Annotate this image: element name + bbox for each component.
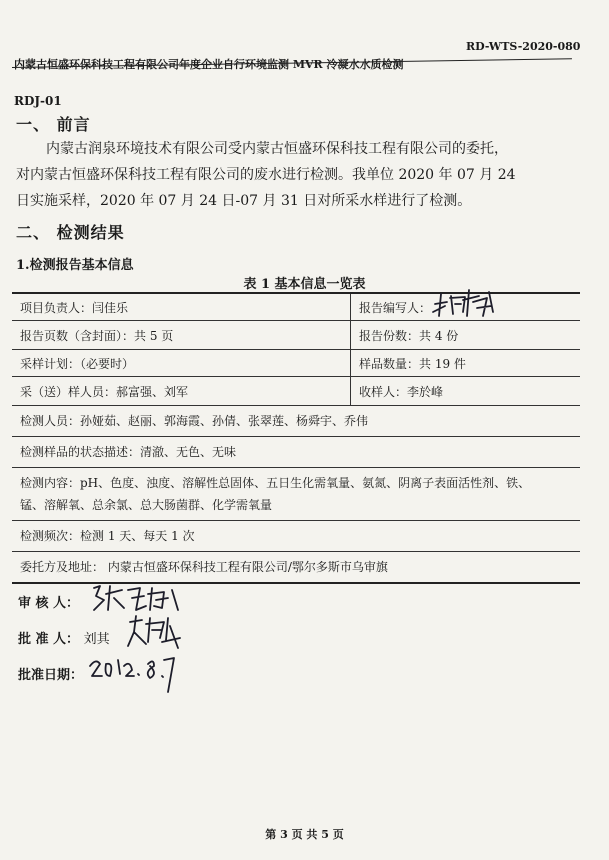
approval-date-handwritten bbox=[88, 652, 178, 702]
approval-date-row bbox=[18, 664, 83, 683]
sample-state-row: 检测样品的状态描述：清澈、无色、无味 bbox=[12, 436, 580, 467]
content-line: 锰、溶解氧、总余氯、总大肠菌群、化学需氧量 bbox=[20, 498, 273, 512]
reviewer-label: 审 核 人： bbox=[18, 596, 80, 611]
preface-paragraph bbox=[16, 136, 576, 214]
report-number: RD-WTS-2020-080 bbox=[466, 40, 581, 53]
table-caption: 表 1 基本信息一览表 bbox=[243, 277, 366, 292]
basic-info-table bbox=[12, 292, 580, 584]
report-writer-signature bbox=[431, 286, 501, 320]
doc-code: RDJ-01 bbox=[14, 94, 62, 108]
section-heading-results: 二、 检测结果 bbox=[16, 223, 125, 242]
report-writer-label: 报告编写人： bbox=[359, 300, 432, 315]
section-heading-preface: 一、 前言 bbox=[16, 115, 91, 134]
table-row bbox=[12, 294, 580, 320]
table-row bbox=[12, 376, 580, 405]
preface-line: 对内蒙古恒盛环保科技工程有限公司的废水进行检测。我单位 2020 年 07 月 24 bbox=[16, 167, 516, 183]
copies-cell: 报告份数：共 4 份 bbox=[350, 321, 580, 349]
approval-date-label: 批准日期： bbox=[18, 668, 84, 683]
project-lead-cell: 项目负责人：闫佳乐 bbox=[20, 300, 129, 315]
sampling-plan-cell: 采样计划：（必要时） bbox=[20, 356, 135, 371]
reviewer-row bbox=[18, 592, 79, 611]
report-writer-cell bbox=[350, 294, 580, 320]
reviewer-signature bbox=[88, 580, 188, 616]
approver-name: 刘其 bbox=[83, 632, 110, 647]
client-row: 委托方及地址： 内蒙古恒盛环保科技工程有限公司/鄂尔多斯市乌审旗 bbox=[12, 551, 580, 582]
content-row bbox=[12, 467, 580, 520]
page-footer: 第 3 页 共 5 页 bbox=[265, 828, 344, 841]
testers-row: 检测人员：孙娅茹、赵丽、郭海霞、孙倩、张翠莲、杨舜宇、乔伟 bbox=[12, 405, 580, 436]
pages-cell: 报告页数（含封面）：共 5 页 bbox=[20, 328, 174, 343]
table-row bbox=[12, 349, 580, 376]
content-line: 检测内容：pH、色度、浊度、溶解性总固体、五日生化需氧量、氨氮、阴离子表面活性剂、铁、 bbox=[20, 476, 531, 490]
header-title: 内蒙古恒盛环保科技工程有限公司年度企业自行环境监测 MVR 冷凝水水质检测 bbox=[14, 58, 404, 71]
approver-signature bbox=[124, 612, 184, 652]
table-row bbox=[12, 320, 580, 349]
preface-line: 内蒙古润泉环境技术有限公司受内蒙古恒盛环保科技工程有限公司的委托， bbox=[46, 141, 508, 157]
frequency-row: 检测频次：检测 1 天、每天 1 次 bbox=[12, 520, 580, 551]
subheading-basic-info: 1.检测报告基本信息 bbox=[16, 258, 134, 273]
approver-row bbox=[18, 628, 110, 647]
receiver-cell: 收样人：李於峰 bbox=[350, 377, 580, 405]
approver-label: 批 准 人： bbox=[18, 632, 80, 647]
sample-count-cell: 样品数量：共 19 件 bbox=[350, 350, 580, 376]
sender-cell: 采（送）样人员：郝富强、刘军 bbox=[20, 384, 189, 399]
preface-line: 日实施采样，2020 年 07 月 24 日-07 月 31 日对所采水样进行了检测。 bbox=[16, 193, 472, 209]
